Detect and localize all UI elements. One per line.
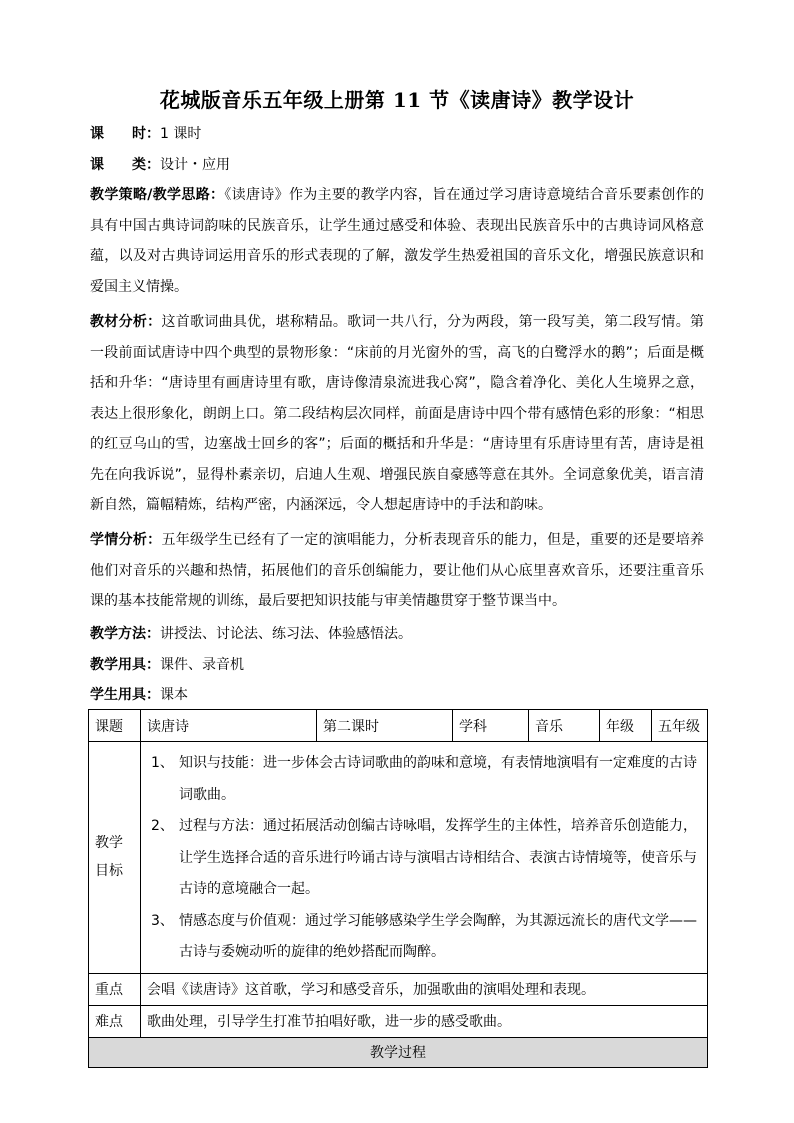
process-row bbox=[89, 1037, 708, 1067]
teaching-method-text: 讲授法、讨论法、练习法、体验感悟法。 bbox=[160, 626, 412, 642]
goal-text: 过程与方法：通过拓展活动创编古诗咏唱，发挥学生的主体性，培养音乐创造能力，让学生选择合适的音乐进行吟诵古诗与演唱古诗相结合、表演古诗情境等，使音乐与古诗的意境融合一起。 bbox=[179, 818, 697, 897]
student-analysis-text: 五年级学生已经有了一定的演唱能力，分析表现音乐的能力，但是，重要的还是要培养他们对音乐的兴趣和热情，拓展他们的音乐创编能力，要让他们从心底里喜欢音乐，还要注重音乐课的基本技能常规的训练，最后要把知识技能与审美情趣贯穿于整节课当中。 bbox=[90, 532, 705, 609]
topic-value-cell: 读唐诗 bbox=[141, 710, 317, 742]
student-tools-label: 学生用具： bbox=[90, 687, 160, 703]
student-analysis-label: 学情分析： bbox=[90, 532, 162, 548]
goals-label-cell: 教学目标 bbox=[89, 742, 141, 974]
topic-label-cell: 课题 bbox=[89, 710, 141, 742]
material-analysis-text: 这首歌词曲具优，堪称精品。歌词一共八行，分为两段，第一段写美，第二段写情。第一段前面试唐诗中四个典型的景物形象：“床前的月光窗外的雪，高飞的白鹭浮水的鹅”；后面是概括和升华：“唐诗里有画唐诗里有歌，唐诗像清泉流进我心窝”，隐含着净化、美化人生境界之意，表达上很形象化，朗朗上口。第二段结构层次同样，前面是唐诗中四个带有感情色彩的形象：“相思的红豆乌山的雪，边塞战士回乡的客”；后面的概括和升华是：“唐诗里有乐唐诗里有苦，唐诗是祖先在向我诉说”，显得朴素亲切，启迪人生观、增强民族自豪感等意在其外。全词意象优美，语言清新自然，篇幅精炼，结构严密，内涵深远，令人想起唐诗中的手法和韵味。 bbox=[90, 314, 705, 513]
strategy-text: 《读唐诗》作为主要的教学内容，旨在通过学习唐诗意境结合音乐要素创作的具有中国古典诗词韵味的民族音乐，让学生通过感受和体验、表现出民族音乐中的古典诗词风格意蕴，以及对古典诗词运用音乐的形式表现的了解，激发学生热爱祖国的音乐文化，增强民族意识和爱国主义情操。 bbox=[90, 187, 704, 295]
type-line bbox=[90, 155, 230, 175]
goal-item bbox=[151, 906, 701, 969]
goal-text: 情感态度与价值观：通过学习能够感染学生学会陶醉，为其源远流长的唐代文学——古诗与委婉动听的旋律的绝妙搭配而陶醉。 bbox=[179, 912, 697, 960]
key-point-text-cell: 会唱《读唐诗》这首歌，学习和感受音乐，加强歌曲的演唱处理和表现。 bbox=[141, 973, 708, 1005]
document-title: 花城版音乐五年级上册第 11 节《读唐诗》教学设计 bbox=[159, 88, 635, 112]
subject-label-cell: 学科 bbox=[453, 710, 529, 742]
material-analysis-label: 教材分析： bbox=[90, 314, 162, 330]
strategy-label: 教学策略/教学思路： bbox=[90, 187, 225, 203]
difficulty-text-cell: 歌曲处理，引导学生打准节拍唱好歌，进一步的感受歌曲。 bbox=[141, 1005, 708, 1037]
goals-row bbox=[89, 742, 708, 974]
student-tools-text: 课本 bbox=[160, 687, 188, 703]
hours-line bbox=[90, 124, 201, 144]
teaching-tools-label: 教学用具： bbox=[90, 657, 160, 673]
teaching-tools-section bbox=[90, 650, 704, 681]
student-analysis-section bbox=[90, 525, 704, 617]
material-analysis-section bbox=[90, 307, 704, 521]
goals-content-cell bbox=[141, 742, 708, 974]
grade-value-cell: 五年级 bbox=[652, 710, 708, 742]
goal-number: 3、 bbox=[151, 912, 174, 929]
lesson-table bbox=[88, 709, 708, 1068]
teaching-process-header: 教学过程 bbox=[89, 1037, 708, 1067]
key-point-row bbox=[89, 973, 708, 1005]
hours-label: 课 时： bbox=[90, 126, 160, 142]
key-point-label-cell: 重点 bbox=[89, 973, 141, 1005]
difficulty-row bbox=[89, 1005, 708, 1037]
teaching-tools-text: 课件、录音机 bbox=[160, 657, 244, 673]
grade-label-cell: 年级 bbox=[600, 710, 652, 742]
type-value: 设计・应用 bbox=[160, 157, 230, 173]
table-header-row bbox=[89, 710, 708, 742]
hours-value: 1 课时 bbox=[160, 126, 202, 142]
goal-item bbox=[151, 811, 701, 906]
student-tools-section bbox=[90, 680, 704, 711]
goal-number: 2、 bbox=[151, 818, 174, 834]
teaching-method-label: 教学方法： bbox=[90, 626, 160, 642]
subject-value-cell: 音乐 bbox=[529, 710, 600, 742]
goal-item bbox=[151, 748, 701, 811]
type-label: 课 类： bbox=[90, 157, 160, 173]
teaching-method-section bbox=[90, 619, 704, 650]
difficulty-label-cell: 难点 bbox=[89, 1005, 141, 1037]
goals-list bbox=[151, 742, 701, 973]
goal-text: 知识与技能：进一步体会古诗词歌曲的韵味和意境，有表情地演唱有一定难度的古诗词歌曲。 bbox=[179, 755, 697, 803]
strategy-section bbox=[90, 180, 704, 302]
goal-number: 1、 bbox=[151, 755, 174, 771]
period-value-cell: 第二课时 bbox=[317, 710, 453, 742]
